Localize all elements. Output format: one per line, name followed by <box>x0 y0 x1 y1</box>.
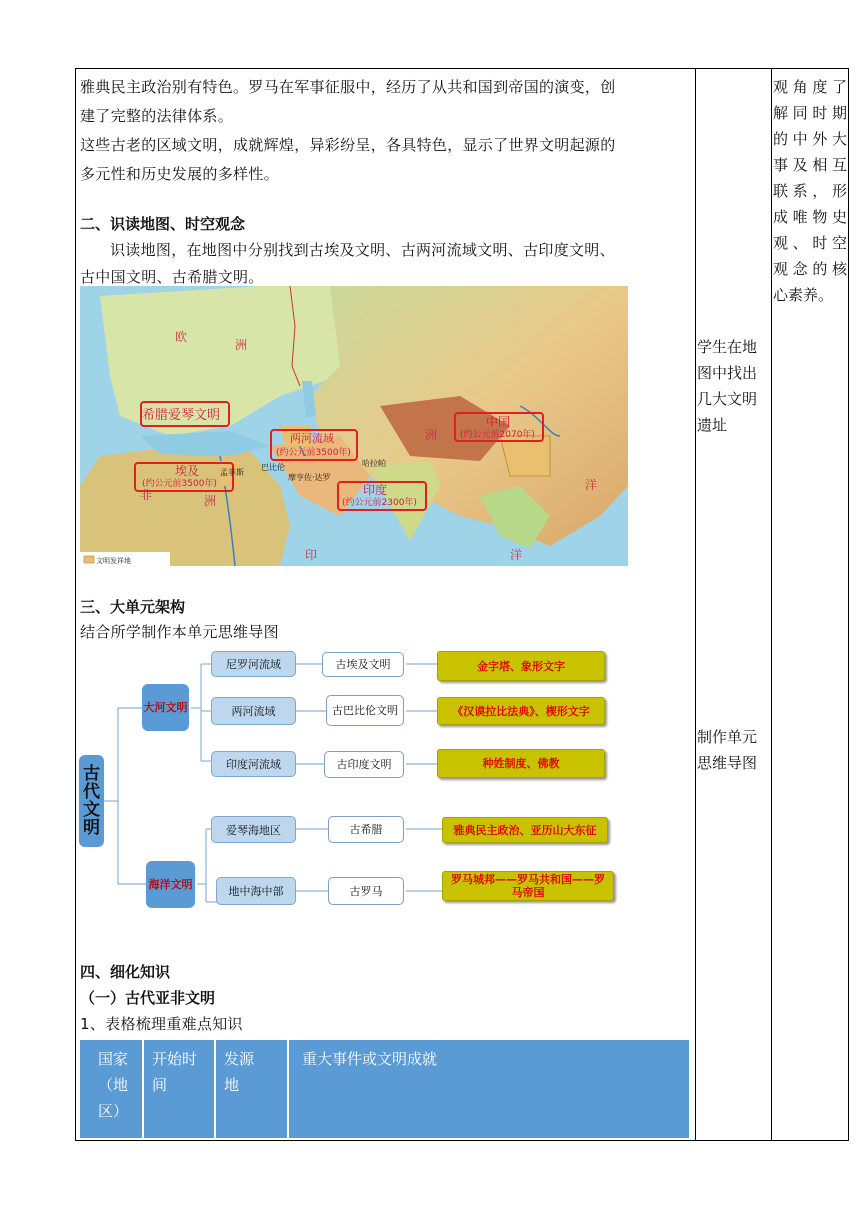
region-label: 洲 <box>204 494 217 508</box>
text-line: 建了完整的法律体系。 <box>80 107 234 125</box>
teacher-note-map: 学生在地图中找出几大文明遗址 <box>697 338 758 434</box>
text-line: 识读地图，在地图中分别找到古埃及文明、古两河流域文明、古印度文明、 <box>110 241 615 259</box>
ancient-civilizations-map <box>80 286 628 566</box>
mesopotamia-date: (约公元前3500年) <box>276 448 351 458</box>
legend-label: 文明发祥地 <box>96 557 131 565</box>
region-label: 印 <box>305 548 318 562</box>
text-line: 结合所学制作本单元思维导图 <box>80 623 279 641</box>
section-heading: 四、细化知识 <box>80 963 171 981</box>
region-node: 尼罗河流域 <box>211 651 296 677</box>
main-content <box>80 73 690 291</box>
region-node: 两河流域 <box>211 697 296 725</box>
region-label: 洋 <box>585 478 598 492</box>
knowledge-table-header <box>80 1040 689 1138</box>
table-header-cell: 国家（地区） <box>97 1050 128 1120</box>
mesopotamia-label: 两河流域 <box>290 432 334 445</box>
text-line: 这些古老的区域文明，成就辉煌，异彩纷呈，各具特色，显示了世界文明起源的 <box>80 136 616 154</box>
india-date: (约公元前2300年) <box>342 498 417 508</box>
text-line: 古中国文明、古希腊文明。 <box>80 268 264 286</box>
teacher-note-mindmap: 制作单元思维导图 <box>697 728 758 772</box>
greece-label: 希腊爱琴文明 <box>142 408 221 423</box>
mind-map <box>76 651 636 941</box>
civilization-node: 古埃及文明 <box>322 652 404 677</box>
section-heading: 二、识读地图、时空观念 <box>80 215 246 233</box>
river-civilization-node: 大河文明 <box>142 684 189 731</box>
city-label: 摩亨佐·达罗 <box>288 473 331 482</box>
subsection-heading: （一）古代亚非文明 <box>80 989 216 1007</box>
city-label: 巴比伦 <box>261 463 285 472</box>
achievement-node: 《汉谟拉比法典》、楔形文字 <box>437 697 605 725</box>
column-divider <box>695 69 696 1140</box>
china-label: 中国 <box>486 415 511 429</box>
region-label: 洲 <box>235 338 248 352</box>
civilization-node: 古希腊 <box>328 816 404 843</box>
table-header-cell: 发源地 <box>224 1050 255 1094</box>
text-line: 多元性和历史发展的多样性。 <box>80 165 279 183</box>
region-label: 非 <box>140 488 153 502</box>
mind-map-root: 古代文明 <box>79 755 104 847</box>
table-header-cell: 重大事件或文明成就 <box>302 1050 438 1068</box>
table-divider <box>214 1040 216 1138</box>
column-divider <box>771 69 772 1140</box>
achievement-node: 金字塔、象形文字 <box>437 651 605 681</box>
civilization-node: 古巴比伦文明 <box>326 695 404 726</box>
section3 <box>80 594 690 644</box>
table-header-cell: 开始时间 <box>152 1050 198 1094</box>
achievement-node: 种姓制度、佛教 <box>437 749 605 778</box>
region-label: 欧 <box>175 330 188 344</box>
india-label: 印度 <box>363 483 388 497</box>
region-label: 洋 <box>510 548 523 562</box>
section4 <box>80 959 690 1037</box>
city-label: 孟菲斯 <box>220 468 244 477</box>
objective-note: 观角度了解同时期的中外大事及相互联系，形成唯物史观、时空观念的核心素养。 <box>773 78 847 304</box>
table-divider <box>287 1040 289 1138</box>
china-date: (约公元前2070年) <box>460 430 535 440</box>
table-divider <box>142 1040 144 1138</box>
text-line: 雅典民主政治别有特色。罗马在军事征服中，经历了从共和国到帝国的演变，创 <box>80 78 616 96</box>
region-node: 地中海中部 <box>216 877 296 905</box>
civilization-node: 古印度文明 <box>324 751 404 778</box>
region-node: 爱琴海地区 <box>211 816 296 843</box>
egypt-date: (约公元前3500年) <box>142 479 217 489</box>
region-node: 印度河流域 <box>211 751 296 777</box>
text-line: 1、表格梳理重难点知识 <box>80 1015 243 1033</box>
achievement-node: 雅典民主政治、亚历山大东征 <box>442 817 608 843</box>
city-label: 哈拉帕 <box>362 459 386 468</box>
lesson-plan-table <box>75 68 849 1141</box>
region-label: 洲 <box>425 428 438 442</box>
achievement-node: 罗马城邦——罗马共和国——罗马帝国 <box>442 871 614 901</box>
section-heading: 三、大单元架构 <box>80 598 186 616</box>
egypt-label: 埃及 <box>175 464 200 478</box>
ocean-civilization-node: 海洋文明 <box>146 861 195 908</box>
civilization-node: 古罗马 <box>328 877 404 905</box>
